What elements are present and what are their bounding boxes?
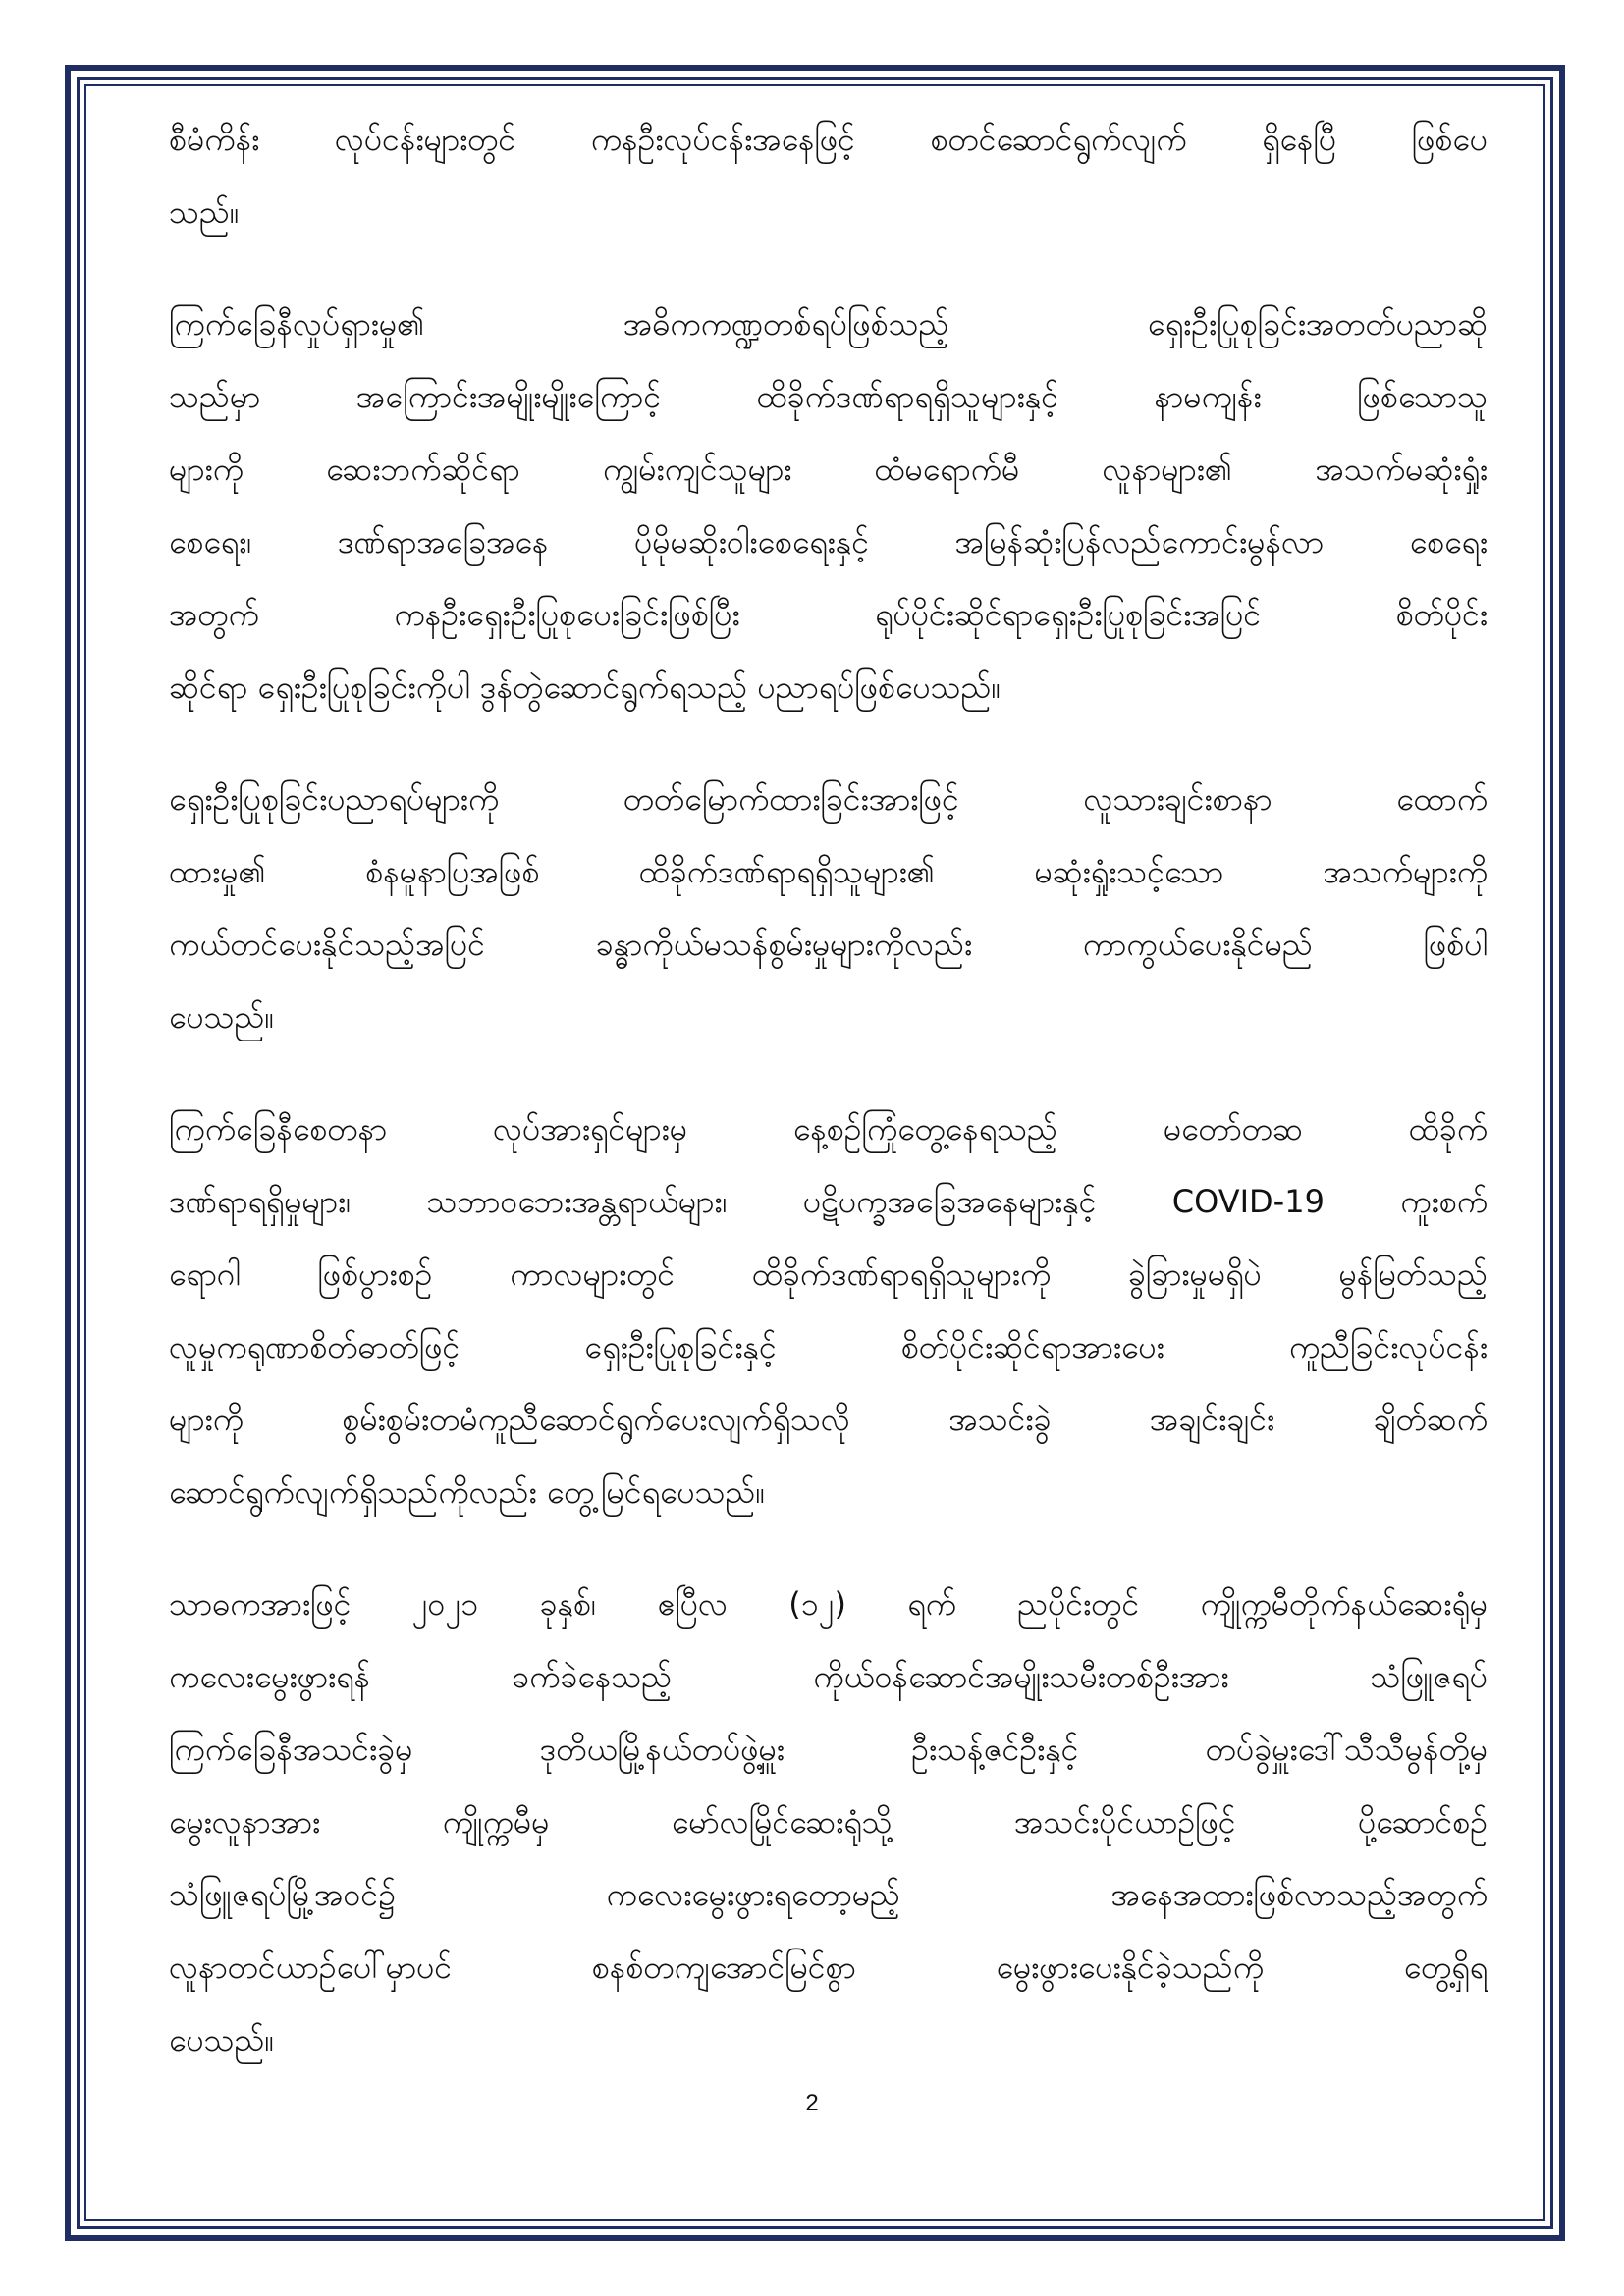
paragraph-line: ရှေးဦးပြုစုခြင်းပညာရပ်များကို တတ်မြောက်ထားခြင်းအားဖြင့် လူသားချင်းစာနာ ထောက် <box>169 780 1488 818</box>
paragraph-line: သည်။ <box>169 193 240 231</box>
paragraph-3 <box>169 763 1488 1053</box>
paragraph-line: သံဖြူဇရပ်မြို့အဝင်၌ ကလေးမွေးဖွားရတော့မည့် အနေအထားဖြစ်လာသည့်အတွက် <box>169 1876 1488 1913</box>
paragraph-line: သာဓကအားဖြင့် ၂၀၂၁ ခုနှစ်၊ ဧပြီလ (၁၂) ရက် ညပိုင်းတွင် ကျိုက္ကမီတိုက်နယ်ဆေးရုံမှ <box>169 1585 1488 1623</box>
paragraph-line: ပေသည်။ <box>169 998 275 1036</box>
paragraph-line: ကြက်ခြေနီအသင်းခွဲမှ ဒုတိယမြို့နယ်တပ်ဖွဲ့မှူး ဦးသန့်ဇင်ဦးနှင့် တပ်ခွဲမှူးဒေါ်သီသီမွန်တို့မှ <box>169 1731 1488 1768</box>
paragraph-line: အတွက် ကနဦးရှေးဦးပြုစုပေးခြင်းဖြစ်ပြီး ရုပ်ပိုင်းဆိုင်ရာရှေးဦးပြုစုခြင်းအပြင် စိတ်ပိုင်း <box>169 596 1488 633</box>
paragraph-line: များကို ဆေးဘက်ဆိုင်ရာ ကျွမ်းကျင်သူများ ထံမရောက်မီ လူနာများ၏ အသက်မဆုံးရှုံး <box>169 451 1488 488</box>
paragraph-line: စေရေး၊ ဒဏ်ရာအခြေအနေ ပိုမိုမဆိုးဝါးစေရေးနှင့် အမြန်ဆုံးပြန်လည်ကောင်းမွန်လာ စေရေး <box>169 523 1488 561</box>
paragraph-1 <box>169 103 1488 248</box>
paragraph-line: လူနာတင်ယာဉ်ပေါ်မှာပင် စနစ်တကျအောင်မြင်စွာ မွေးဖွားပေးနိုင်ခဲ့သည်ကို တွေ့ရှိရ <box>169 1949 1488 1986</box>
paragraph-line: ကယ်တင်ပေးနိုင်သည့်အပြင် ခန္ဓာကိုယ်မသန်စွမ်းမှုများကိုလည်း ကာကွယ်ပေးနိုင်မည် ဖြစ်ပါ <box>169 926 1488 963</box>
paragraph-line: ဒဏ်ရာရရှိမှုများ၊ သဘာဝဘေးအန္တရာယ်များ၊ ပဋိပက္ခအခြေအနေများနှင့် COVID-19 ကူးစက် <box>169 1183 1488 1220</box>
paragraph-line: ရောဂါ ဖြစ်ပွားစဉ် ကာလများတွင် ထိခိုက်ဒဏ်ရာရရှိသူများကို ခွဲခြားမှုမရှိပဲ မွန်မြတ်သည့် <box>169 1255 1488 1293</box>
paragraph-4 <box>169 1093 1488 1528</box>
paragraph-line: ထားမှု၏ စံနမူနာပြအဖြစ် ထိခိုက်ဒဏ်ရာရရှိသူများ၏ မဆုံးရှုံးသင့်သော အသက်များကို <box>169 853 1488 890</box>
paragraph-line: များကို စွမ်းစွမ်းတမံကူညီဆောင်ရွက်ပေးလျက်ရှိသလို အသင်းခွဲ အချင်းချင်း ချိတ်ဆက် <box>169 1401 1488 1438</box>
paragraph-line: လူမှုကရုဏာစိတ်ဓာတ်ဖြင့် ရှေးဦးပြုစုခြင်းနှင့် စိတ်ပိုင်းဆိုင်ရာအားပေး ကူညီခြင်းလုပ်ငန်း <box>169 1328 1488 1365</box>
paragraph-line: ကြက်ခြေနီစေတနာ လုပ်အားရှင်များမှ နေ့စဉ်ကြုံတွေ့နေရသည့် မတော်တဆ ထိခိုက် <box>169 1110 1488 1148</box>
paragraph-line: ကလေးမွေးဖွားရန် ခက်ခဲနေသည့် ကိုယ်ဝန်ဆောင်အမျိုးသမီးတစ်ဦးအား သံဖြူဇရပ် <box>169 1658 1488 1695</box>
paragraph-line: ဆောင်ရွက်လျက်ရှိသည်ကိုလည်း တွေ့မြင်ရပေသည်။ <box>169 1473 766 1511</box>
paragraph-line: ဆိုင်ရာ ရှေးဦးပြုစုခြင်းကိုပါ ဒွန်တွဲဆောင်ရွက်ရသည့် ပညာရပ်ဖြစ်ပေသည်။ <box>169 668 1001 706</box>
paragraph-line: သည်မှာ အကြောင်းအမျိုးမျိုးကြောင့် ထိခိုက်ဒဏ်ရာရရှိသူများနှင့် နာမကျန်း ဖြစ်သောသူ <box>169 378 1488 415</box>
paragraph-5 <box>169 1568 1488 2076</box>
paragraph-line: ပေသည်။ <box>169 2021 275 2058</box>
page-number: 2 <box>805 2090 819 2116</box>
paragraph-line: မွေးလူနာအား ကျိုက္ကမီမှ မော်လမြိုင်ဆေးရုံသို့ အသင်းပိုင်ယာဉ်ဖြင့် ပို့ဆောင်စဉ် <box>169 1803 1488 1841</box>
document-body <box>169 103 1488 2115</box>
paragraph-2 <box>169 288 1488 723</box>
paragraph-line: ကြက်ခြေနီလှုပ်ရှားမှု၏ အဓိကကဏ္ဍတစ်ရပ်ဖြစ်သည့် ရှေးဦးပြုစုခြင်းအတတ်ပညာဆို <box>169 305 1488 343</box>
paragraph-line: စီမံကိန်း လုပ်ငန်းများတွင် ကနဦးလုပ်ငန်းအနေဖြင့် စတင်ဆောင်ရွက်လျက် ရှိနေပြီ ဖြစ်ပေ <box>169 121 1488 158</box>
